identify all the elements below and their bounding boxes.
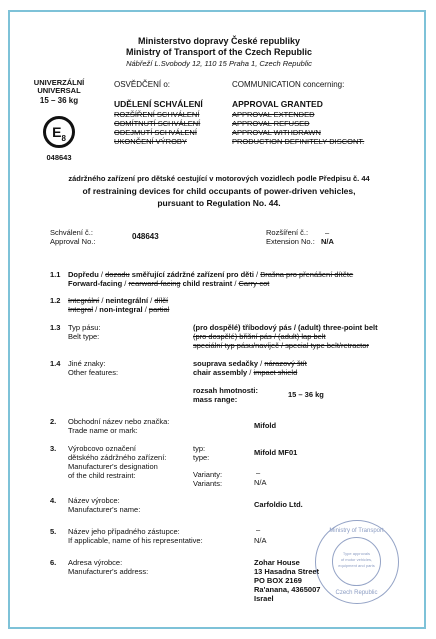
item-1-1-cz: Dopředu / dozadu směřující zádržné zařízení pro děti / Brašna pro přenášení dítěte <box>68 270 354 279</box>
stamp-inner-line-2: of motor vehicles, <box>340 557 373 562</box>
status-extended-cz: ROZŠÍŘENÍ SCHVÁLENÍ <box>114 110 200 119</box>
approval-number: 048643 <box>132 232 159 241</box>
designation-label-4: of the child restraint: <box>68 471 136 480</box>
address-line-3: PO BOX 2169 <box>254 576 302 585</box>
stamp-inner-line-1: Type approvals <box>342 551 371 556</box>
category-mass: 15 – 36 kg <box>39 96 79 105</box>
address-line-4: Ra'anana, 4365007 <box>254 585 321 594</box>
status-granted-en: APPROVAL GRANTED <box>232 99 323 109</box>
trade-name-value: Mifold <box>254 421 277 430</box>
belt-type-label-en: Belt type: <box>68 332 100 341</box>
stamp-bottom-text: Czech Republic <box>335 590 378 596</box>
certificate-page <box>8 10 426 629</box>
status-extended-en: APPROVAL EXTENDED <box>232 110 315 119</box>
approval-label-en: Approval No.: <box>50 237 96 246</box>
status-withdrawn-cz: ODEJMUTÍ SCHVÁLENÍ <box>114 128 197 137</box>
status-refused-en: APPROVAL REFUSED <box>232 119 310 128</box>
variants-label-cz: Varianty: <box>193 470 223 479</box>
trade-name-label-cz: Obchodní název nebo značka: <box>68 417 170 426</box>
item-1-4-number: 1.4 <box>50 359 61 368</box>
type-label-cz: typ: <box>193 444 206 453</box>
manufacturer-name-label-en: Manufacturer's name: <box>68 505 141 514</box>
ministry-address: Nábřeží L.Svobody 12, 110 15 Praha 1, Czech Republic <box>126 59 312 68</box>
e-mark-logo <box>43 116 75 148</box>
status-refused-cz: ODMÍTNUTÍ SCHVÁLENÍ <box>114 119 201 128</box>
belt-type-label-cz: Typ pásu: <box>68 323 101 332</box>
item-5-number: 5. <box>50 527 57 536</box>
representative-dash: – <box>256 525 261 534</box>
type-value: Mifold MF01 <box>254 448 298 457</box>
category-en: UNIVERSAL <box>37 86 81 95</box>
designation-label-3: Manufacturer's designation <box>68 462 158 471</box>
category-cz: UNIVERZÁLNÍ <box>33 78 85 87</box>
item-1-2-cz: Integrální / neintegrální / dílčí <box>68 296 169 305</box>
address-label-cz: Adresa výrobce: <box>68 558 123 567</box>
approval-label-cz: Schválení č.: <box>50 228 93 237</box>
stamp-inner-ring <box>332 537 381 586</box>
manufacturer-name-label-cz: Název výrobce: <box>68 496 120 505</box>
extension-label-en: Extension No.: <box>266 237 315 246</box>
status-discontinued-cz: UKONČENÍ VÝROBY <box>114 137 187 146</box>
communication-label-en: COMMUNICATION concerning: <box>232 80 345 89</box>
features-cz: souprava sedačky / nárazový štít <box>193 359 307 368</box>
variants-label-en: Variants: <box>193 479 223 488</box>
e-mark-letter: E <box>52 124 62 140</box>
extension-number: N/A <box>321 237 334 246</box>
belt-type-lap: (pro dospělé) břišní pás / (adult) lap belt <box>193 332 326 341</box>
status-discontinued-en: PRODUCTION DEFINITELY DISCONT. <box>232 137 365 146</box>
item-1-1-number: 1.1 <box>50 270 61 279</box>
mass-range-value: 15 – 36 kg <box>288 390 324 399</box>
representative-label-en: If applicable, name of his representative: <box>68 536 203 545</box>
belt-type-special: speciální typ pásu/navíječ / special type belt/retractor <box>193 341 369 350</box>
item-2-number: 2. <box>50 417 57 426</box>
manufacturer-name-value: Carfoldio Ltd. <box>254 500 303 509</box>
address-line-5: Israel <box>254 594 274 603</box>
item-4-number: 4. <box>50 496 57 505</box>
stamp-inner-line-3: equipment and parts <box>338 563 375 568</box>
designation-label-1: Výrobcovo označení <box>68 444 136 453</box>
features-en: chair assembly / impact shield <box>193 368 298 377</box>
address-line-1: Zohar House <box>254 558 300 567</box>
item-3-number: 3. <box>50 444 57 453</box>
item-1-1-en: Forward-facing / rearward-facing child restraint / Carry-cot <box>68 279 270 288</box>
status-granted-cz: UDĚLENÍ SCHVÁLENÍ <box>114 99 203 109</box>
trade-name-label-en: Trade name or mark: <box>68 426 138 435</box>
e-mark-code: 048643 <box>46 153 72 162</box>
address-label-en: Manufacturer's address: <box>68 567 149 576</box>
type-label-en: type: <box>193 453 210 462</box>
belt-type-three-point: (pro dospělé) tříbodový pás / (adult) three-point belt <box>193 323 378 332</box>
extension-dash: – <box>325 228 330 237</box>
status-withdrawn-en: APPROVAL WITHDRAWN <box>232 128 321 137</box>
e-mark-number: 8 <box>61 133 66 143</box>
variants-value: N/A <box>254 478 267 487</box>
ministry-name-cz: Ministerstvo dopravy České republiky <box>137 36 301 46</box>
address-line-2: 13 Hasadna Street <box>254 567 320 576</box>
title-en-1: of restraining devices for child occupants of power-driven vehicles, <box>82 186 356 196</box>
variants-dash: – <box>256 468 261 477</box>
ministry-name-en: Ministry of Transport of the Czech Republic <box>125 47 313 57</box>
item-1-2-number: 1.2 <box>50 296 61 305</box>
communication-label-cz: OSVĚDČENÍ o: <box>114 80 171 89</box>
designation-label-2: dětského zádržného zařízení: <box>68 453 167 462</box>
official-stamp <box>315 520 399 604</box>
item-6-number: 6. <box>50 558 57 567</box>
mass-range-label-en: mass range: <box>193 395 238 404</box>
extension-label-cz: Rozšíření č.: <box>266 228 309 237</box>
features-label-cz: Jiné znaky: <box>68 359 106 368</box>
title-en-2: pursuant to Regulation No. 44. <box>157 198 281 208</box>
item-1-2-en: Integral / non-integral / partial <box>68 305 170 314</box>
representative-label-cz: Název jeho případného zástupce: <box>68 527 180 536</box>
mass-range-label-cz: rozsah hmotnosti: <box>193 386 258 395</box>
title-cz: zádržného zařízení pro dětské cestující v motorových vozidlech podle Předpisu č. 44 <box>68 174 370 183</box>
item-1-3-number: 1.3 <box>50 323 61 332</box>
representative-value: N/A <box>254 536 267 545</box>
features-label-en: Other features: <box>68 368 119 377</box>
stamp-top-text: Ministry of Transport <box>329 528 384 534</box>
